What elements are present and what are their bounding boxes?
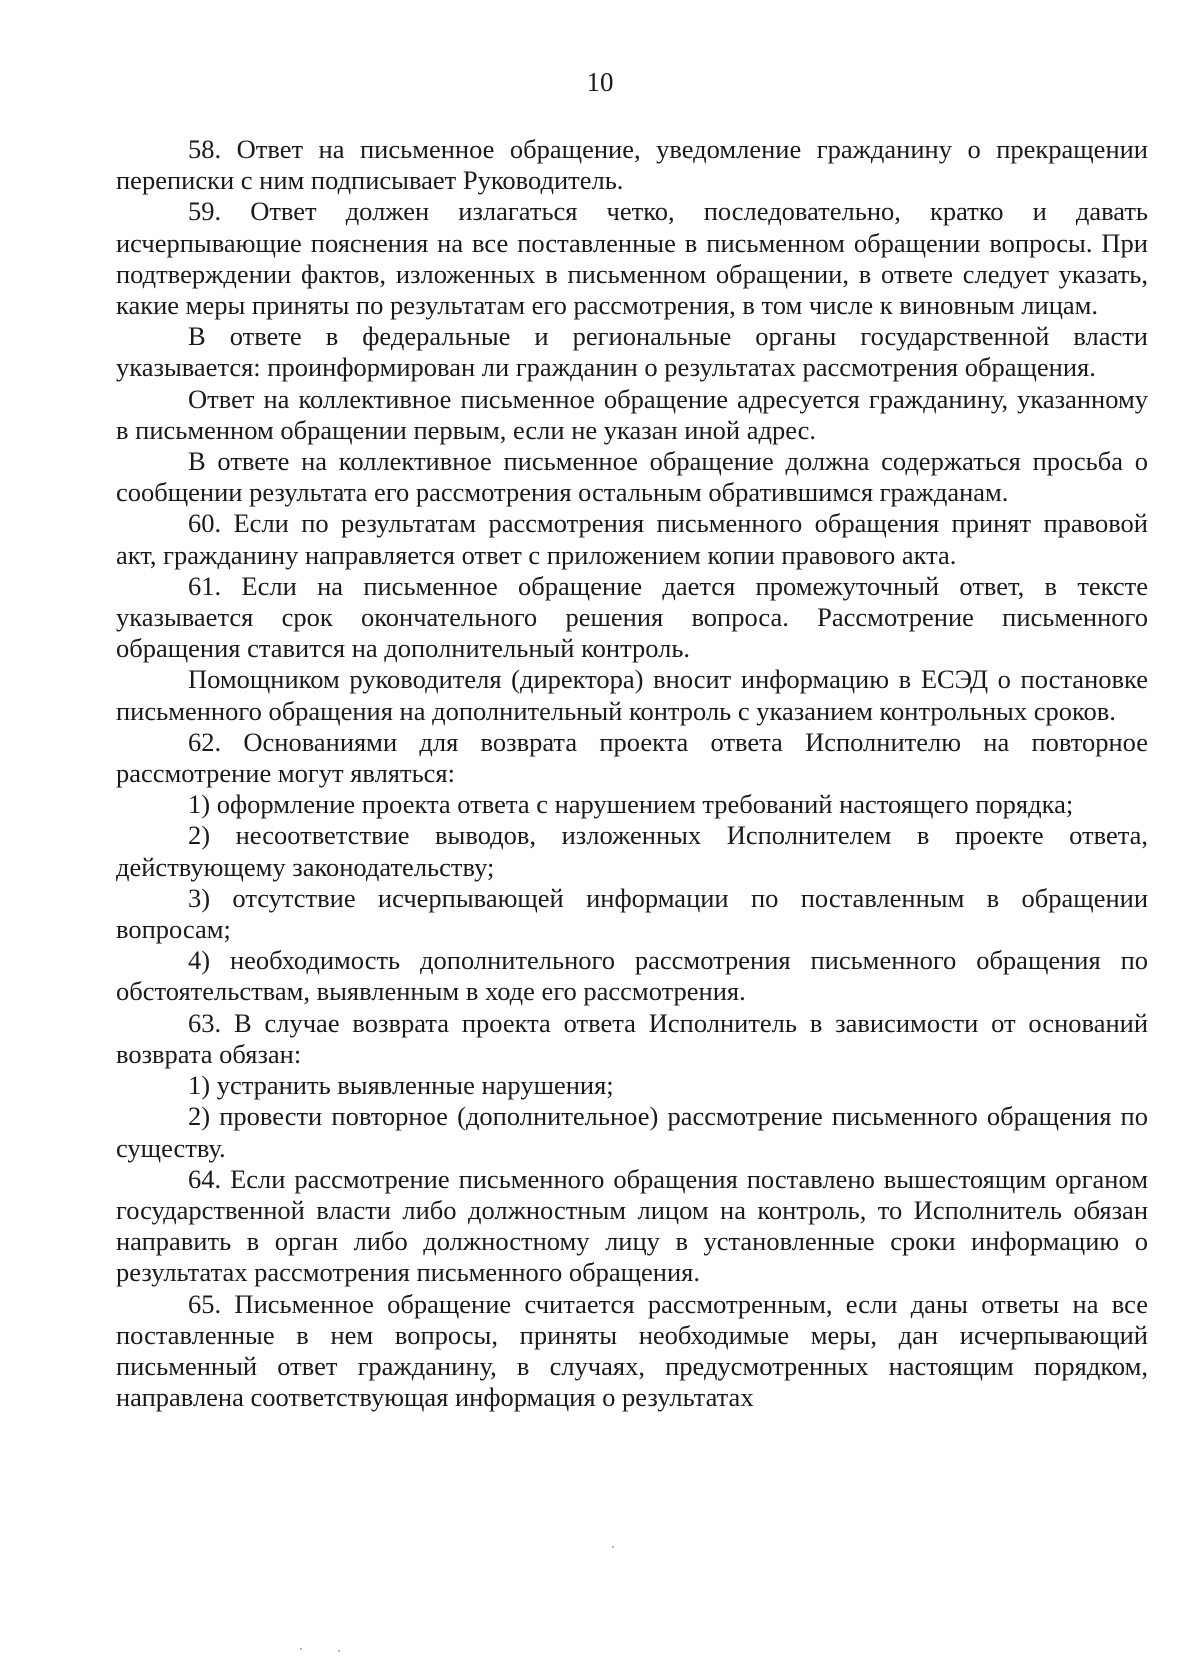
paragraph-59-federal-bodies: В ответе в федеральные и региональные органы государственной власти указывается: проинформирован ли гражданин о результатах рассмотрения обращения.	[116, 321, 1148, 383]
scan-speck	[300, 1648, 302, 1650]
paragraph-62: 62. Основаниями для возврата проекта ответа Исполнителю на повторное рассмотрение могут являться:	[116, 726, 1148, 789]
paragraph-59-collective-address: Ответ на коллективное письменное обращение адресуется гражданину, указанному в письменном обращении первым, если не указан иной адрес.	[116, 383, 1148, 445]
paragraph-63-item-1: 1) устранить выявленные нарушения;	[188, 1070, 614, 1101]
paragraph-64: 64. Если рассмотрение письменного обращения поставлено вышестоящим органом государственной власти либо должностным лицом на контроль, то Исполнитель обязан направить в орган либо должностному лицу в установленные сроки информацию о результатах рассмотрения письменного обращения.	[116, 1163, 1148, 1288]
paragraph-61: 61. Если на письменное обращение дается промежуточный ответ, в тексте указывается срок окончательного решения вопроса. Рассмотрение письменного обращения ставится на дополнительный контроль.	[116, 570, 1148, 664]
scan-speck	[338, 1650, 340, 1652]
paragraph-63: 63. В случае возврата проекта ответа Исполнитель в зависимости от оснований возврата обязан:	[116, 1007, 1148, 1069]
scan-speck	[612, 1546, 614, 1548]
document-body	[116, 134, 1148, 1413]
paragraph-62-item-1: 1) оформление проекта ответа с нарушением требований настоящего порядка;	[188, 789, 1074, 820]
paragraph-58: 58. Ответ на письменное обращение, уведомление гражданину о прекращении переписки с ним подписывает Руководитель.	[116, 134, 1148, 196]
paragraph-63-item-2: 2) провести повторное (дополнительное) рассмотрение письменного обращения по существу.	[116, 1101, 1148, 1163]
paragraph-65: 65. Письменное обращение считается рассмотренным, если даны ответы на все поставленные в нем вопросы, приняты необходимые меры, дан исчерпывающий письменный ответ гражданину, в случаях, предусмотренных настоящим порядком, направлена соответствующая информация о результатах	[116, 1288, 1148, 1413]
page-number: 10	[586, 67, 614, 97]
paragraph-59-collective-request: В ответе на коллективное письменное обращение должна содержаться просьба о сообщении результата его рассмотрения остальным обратившимся гражданам.	[116, 446, 1148, 508]
paragraph-62-item-2: 2) несоответствие выводов, изложенных Исполнителем в проекте ответа, действующему законодательству;	[116, 820, 1148, 882]
paragraph-61-esed: Помощником руководителя (директора) вносит информацию в ЕСЭД о постановке письменного обращения на дополнительный контроль с указанием контрольных сроков.	[116, 664, 1148, 726]
paragraph-59: 59. Ответ должен излагаться четко, последовательно, кратко и давать исчерпывающие пояснения на все поставленные в письменном обращении вопросы. При подтверждении фактов, изложенных в письменном обращении, в ответе следует указать, какие меры приняты по результатам его рассмотрения, в том числе к виновным лицам.	[116, 196, 1148, 321]
paragraph-62-item-3: 3) отсутствие исчерпывающей информации по поставленным в обращении вопросам;	[116, 882, 1148, 945]
paragraph-62-item-4: 4) необходимость дополнительного рассмотрения письменного обращения по обстоятельствам, выявленным в ходе его рассмотрения.	[116, 945, 1148, 1007]
paragraph-60: 60. Если по результатам рассмотрения письменного обращения принят правовой акт, гражданину направляется ответ с приложением копии правового акта.	[116, 508, 1148, 570]
